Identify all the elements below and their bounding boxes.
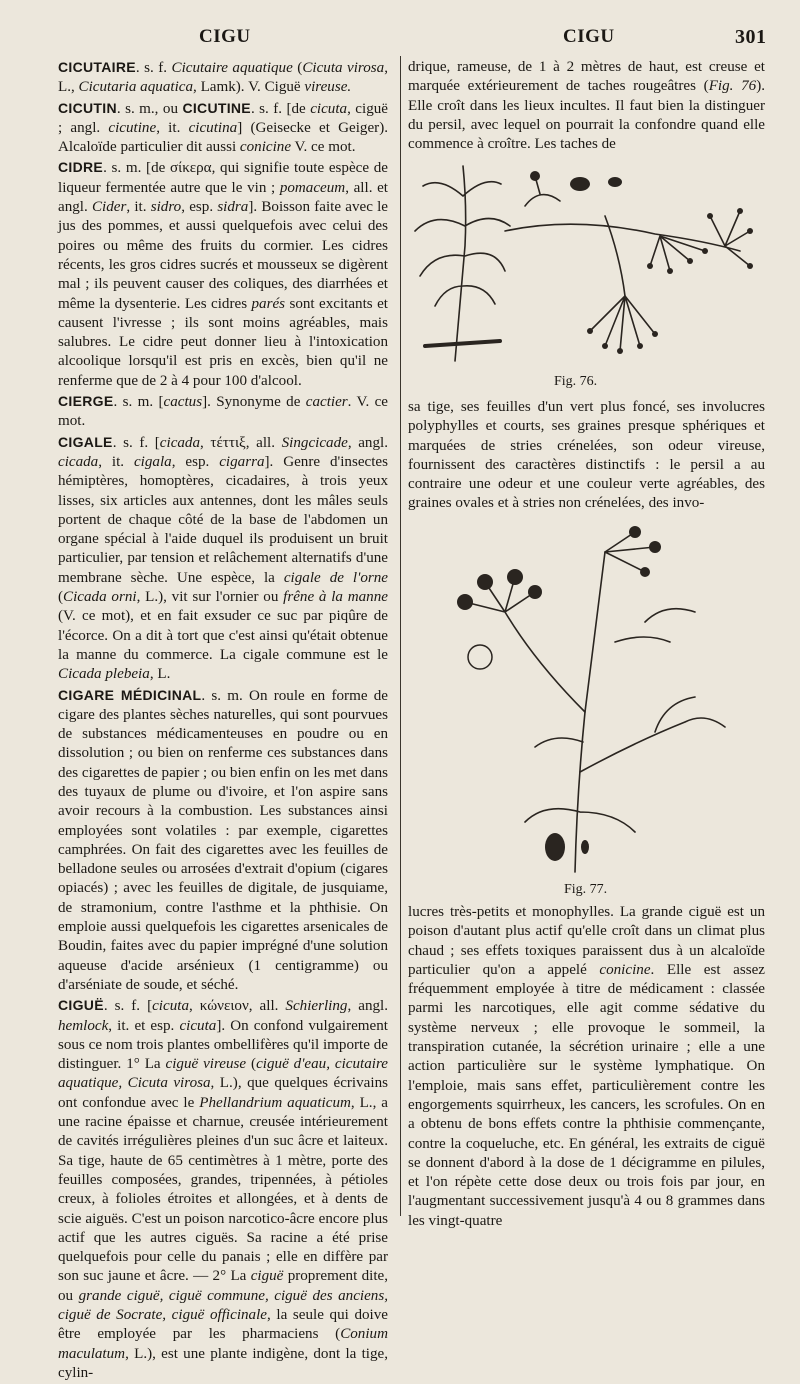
column-divider: [400, 56, 401, 1216]
page-number: 301: [735, 26, 767, 48]
hemlock-plant-engraving-icon: [405, 512, 767, 874]
headword: CICUTINE: [182, 99, 251, 116]
figure-77-caption: Fig. 77.: [564, 882, 608, 897]
entry-cigue: CIGUË. s. f. [cicuta, κώνειον, all. Schierling, angl. hemlock, it. et esp. cicuta]. On confond vulgairement sous ce nom trois plantes ombellifères qu'il importe de distinguer. 1° La ciguë vireuse (ciguë d'eau, cicutaire aquatique, Cicuta virosa, L.), que quelques écrivains ont confondue avec le Phellandrium aquaticum, L., a une racine épaisse et charnue, creusée intérieurement de cavités irrégulières pleines d'un suc âcre et laiteux. Sa tige, haute de 65 centimètres à 1 mètre, porte des feuilles composées, grandes, tripennées, à pétioles creux, à folioles étroites et allongées, et à dents de scie aiguës. C'est un poison narcotico-âcre encore plus actif que les autres ciguës. Sa racine a été prise quelquefois pour celle du panais ; elle en diffère par son suc jaune et âcre. — 2° La ciguë proprement dite, ou grande ciguë, ciguë commune, ciguë des anciens, ciguë de Socrate, ciguë officinale, la seule qui doive être employée par les pharmaciens (Conium maculatum, L.), est une plante indigène, dont la tige, cylin-: [58, 997, 389, 1381]
headword: CICUTAIRE: [58, 59, 136, 75]
headword: CIDRE: [58, 159, 104, 176]
headword: CICUTIN: [58, 99, 117, 116]
running-head-left: CIGU: [199, 26, 251, 47]
right-column-bottom-text: lucres très-petits et monophylles. La grande ciguë est un poison d'autant plus actif qu'elle croît dans un climat plus chaud ; ses effets toxiques paraissent dus à un alcaloïde particulier qu'on a appelé conicine. Elle est assez fréquemment employée à titre de médicament : classée parmi les narcotiques, elle agit comme sédative du système nerveux ; elle provoque le sommeil, la transpiration cutanée, la sécrétion urinaire ; elle a une action particulière sur le système lymphatique. On l'emploie, mais sans effet, particulièrement contre les engorgements squirrheux, les cancers, les scrofules. On en a obtenu de bons effets contre la phthisie commençante, contre la coqueluche, etc. En général, les extraits de ciguë se donnent d'abord à la dose de 1 décigramme en pilules, et l'on répète cette dose deux ou trois fois par jour, en l'augmentant successivement jusqu'à 4 ou 8 grammes dans les vingt-quatre: [408, 904, 766, 1229]
entry-cicutin: CICUTIN. s. m., ou CICUTINE. s. f. [de cicuta, ciguë ; angl. cicutine, it. cicutina] (Geisecke et Geiger). Alcaloïde particulier dit aussi conicine V. ce mot.: [58, 99, 388, 156]
entry-cicutaire: CICUTAIRE. s. f. Cicutaire aquatique (Cicuta virosa, L., Cicutaria aquatica, Lamk). V. Ciguë vireuse.: [58, 59, 388, 96]
entry-cierge: CIERGE. s. m. [cactus]. Synonyme de cactier. V. ce mot.: [58, 393, 389, 430]
right-column-top-text: drique, rameuse, de 1 à 2 mètres de haut, est creuse et marquée extérieurement de taches rougeâtres (Fig. 76). Elle croît dans les lieux incultes. Il faut bien la distinguer du persil, avec lequel on pourrait la confondre quand elle commence à croître. Les taches de: [408, 59, 765, 153]
headword: CIERGE: [58, 393, 114, 410]
hemlock-umbel-engraving-icon: [405, 156, 767, 376]
left-column: [58, 58, 388, 1384]
headword: CIGUË: [58, 997, 104, 1014]
entry-cigare-medicinal: CIGARE MÉDICINAL. s. m. On roule en forme de cigare des plantes sèches naturelles, qui sont pourvues de substances médicamenteuses en poudre ou en dissolution ; ou bien on renferme ces substances dans des cigarettes de papier ; ou bien enfin on les met dans des tuyaux de plume ou d'ivoire, et l'on aspire sans avoir recours à la combustion. Les substances ainsi employées sont volatiles : par exemple, cigarettes camphrées. On fait des cigarettes avec les feuilles de belladone seules ou arrosées d'extrait d'opium (cigares opiacés) ; avec les feuilles de digitale, de jusquiame, de stramonium, contre l'asthme et la phthisie. On emploie aussi quelquefois les cigarettes arsenicales de Boudin, faites avec du papier imprégné d'une solution aqueuse d'acide arsénieux (1 centigramme) ou d'arséniate de soude, et séché.: [58, 686, 388, 993]
headword: CIGALE: [58, 433, 113, 450]
figure-76-caption: Fig. 76.: [554, 374, 598, 389]
entry-cidre: CIDRE. s. m. [de σίκερα, qui signifie toute espèce de liqueur fermentée autre que le vin ; pomaceum, all. et angl. Cider, it. sidro, esp. sidra]. Boisson faite avec le jus des pommes, et aussi quelquefois avec celui des poires ou même des fruits du cormier. Les cidres récents, les gros cidres sucrés et mousseux se digèrent mal ; ils peuvent causer des coliques, des diarrhées et même la dysenterie. Les cidres parés sont excitants et causent l'ivresse ; ils sont moins agréables, mais salubres. Le cidre peut donner lieu à l'intoxication alcoolique lorsqu'il est pris en excès, bien qu'il ne renferme que de 2 à 4 pour 100 d'alcool.: [58, 159, 388, 389]
entry-cigale: CIGALE. s. f. [cicada, τέττιξ, all. Singcicade, angl. cicada, it. cigala, esp. cigarra]. Genre d'insectes hémiptères, homoptères, cicadaires, à trois yeux lisses, six articles aux antennes, dont les mâles seuls portent de chaque côté de la base de l'abdomen un organe spécial à l'aide duquel ils produisent un bruit particulier, par tension et relâchement alternatifs d'une membrane sèche. Une espèce, la cigale de l'orne (Cicada orni, L.), vit sur l'ornier ou frêne à la manne (V. ce mot), et en fait exsuder ce suc par piqûre de l'écorce. On a dit à tort que c'est ainsi qu'était obtenue la manne du commerce. La cigale commune est le Cicada plebeia, L.: [58, 433, 389, 683]
running-head-right: CIGU: [563, 26, 615, 47]
right-column-middle-text: sa tige, ses feuilles d'un vert plus foncé, ses involucres polyphylles et courts, ses graines presque sphériques et marquées de stries crénelées, son odeur vireuse, fournissent des caractères distinctifs : le persil a au contraire une odeur et une couleur verte agréables, des graines ovales et à stries non crénelées, des invo-: [408, 399, 765, 512]
headword: CIGARE MÉDICINAL: [58, 686, 202, 703]
